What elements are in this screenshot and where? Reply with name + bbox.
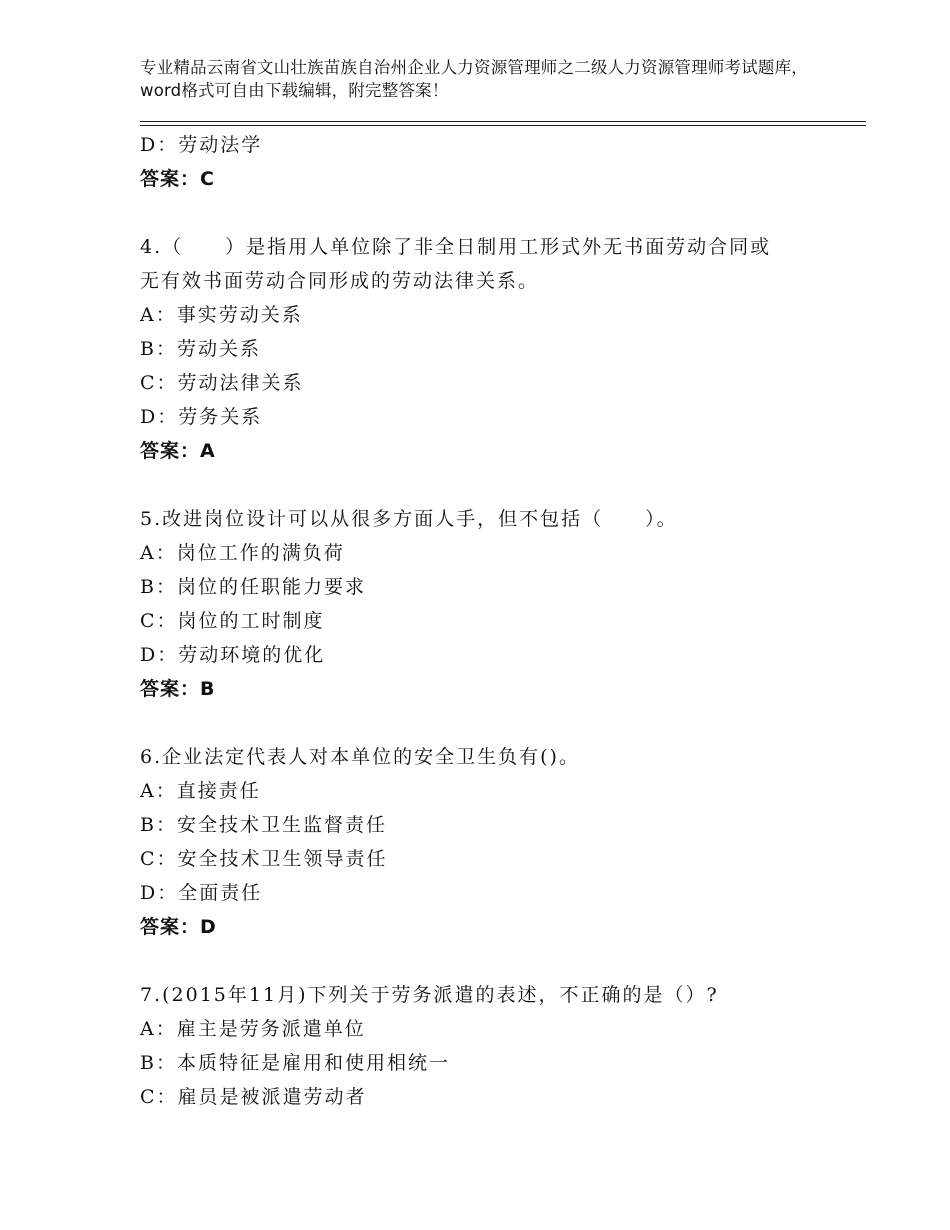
answer-line: 答案：D	[140, 916, 217, 938]
question-line: C：岗位的工时制度	[140, 610, 325, 632]
question-line: 6.企业法定代表人对本单位的安全卫生负有()。	[140, 746, 580, 768]
question-line: 5.改进岗位设计可以从很多方面人手，但不包括（ ）。	[140, 508, 678, 530]
header-divider-bottom	[140, 125, 866, 126]
question-line: C：安全技术卫生领导责任	[140, 848, 388, 870]
question-line: C：劳动法律关系	[140, 372, 304, 394]
answer-line: 答案：A	[140, 440, 216, 462]
question-line: B：本质特征是雇用和使用相统一	[140, 1052, 450, 1074]
question-line: A：直接责任	[140, 780, 261, 802]
header-divider-top	[140, 121, 866, 122]
question-line: B：劳动关系	[140, 338, 261, 360]
question-line: B：岗位的任职能力要求	[140, 576, 366, 598]
spacer	[140, 706, 840, 740]
answer-line: 答案：C	[140, 168, 215, 190]
question-line: A：岗位工作的满负荷	[140, 542, 345, 564]
question-line: C：雇员是被派遣劳动者	[140, 1086, 367, 1108]
answer-line: 答案：B	[140, 678, 216, 700]
question-line: 4.（ ）是指用人单位除了非全日制用工形式外无书面劳动合同或	[140, 236, 772, 258]
question-line: B：安全技术卫生监督责任	[140, 814, 387, 836]
spacer	[140, 944, 840, 978]
document-header: 专业精品云南省文山壮族苗族自治州企业人力资源管理师之二级人力资源管理师考试题库，word格式可自由下载编辑，附完整答案！	[140, 58, 808, 100]
question-line: A：事实劳动关系	[140, 304, 303, 326]
question-line: A：雇主是劳务派遣单位	[140, 1018, 366, 1040]
question-line: D：劳动法学	[140, 134, 263, 156]
question-content	[140, 128, 840, 1114]
question-line: D：劳动环境的优化	[140, 644, 326, 666]
spacer	[140, 196, 840, 230]
question-line: 7.(2015年11月)下列关于劳务派遣的表述，不正确的是（）?	[140, 984, 719, 1006]
question-line: D：全面责任	[140, 882, 263, 904]
question-line: D：劳务关系	[140, 406, 263, 428]
spacer	[140, 468, 840, 502]
question-line: 无有效书面劳动合同形成的劳动法律关系。	[140, 270, 540, 292]
